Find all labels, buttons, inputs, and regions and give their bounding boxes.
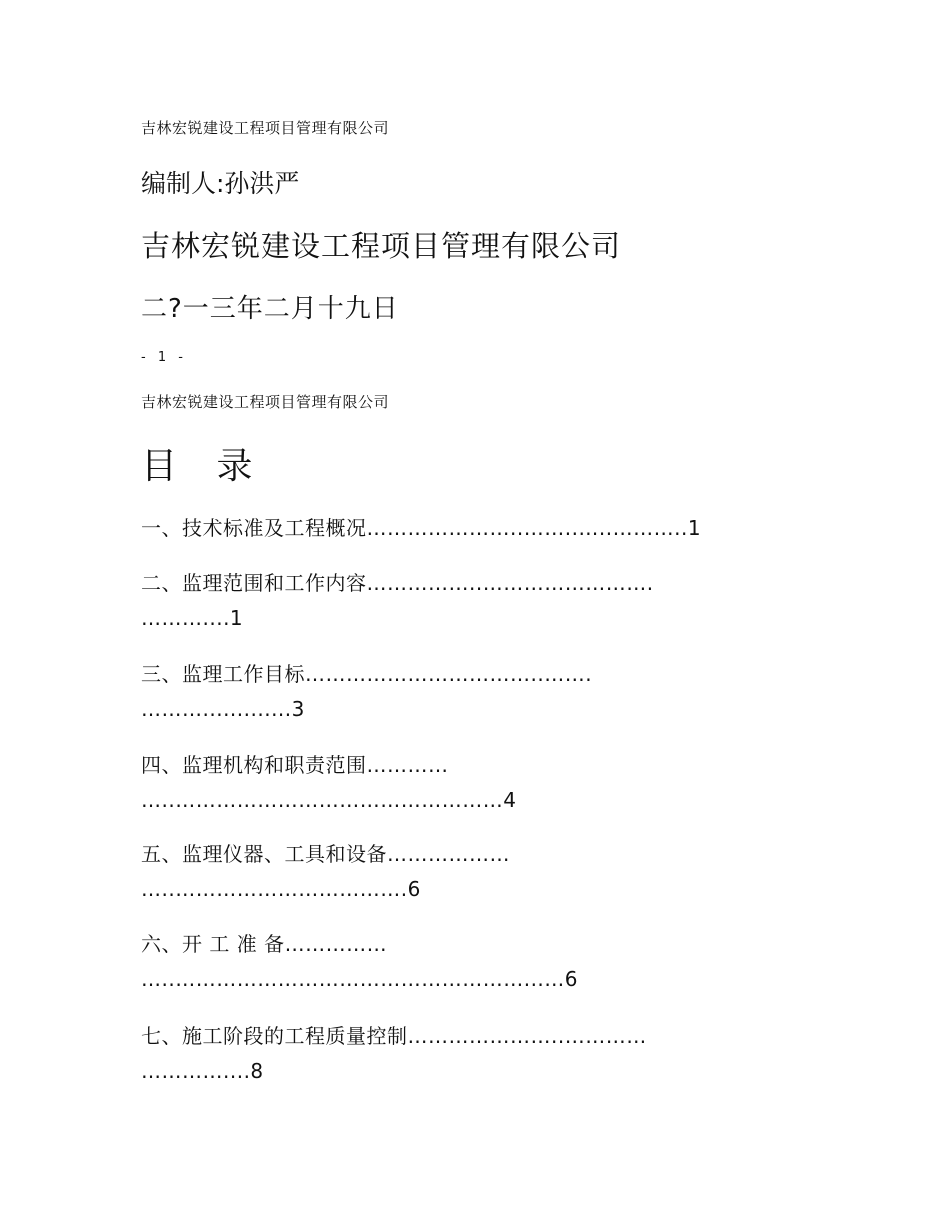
document-date: 二?一三年二月十九日 xyxy=(141,294,399,324)
toc-entry-2[interactable]: 二、监理范围和工作内容……………..……………………. xyxy=(141,571,654,595)
toc-entry-3-continuation[interactable]: ……….............3 xyxy=(141,697,305,721)
toc-entry-5[interactable]: 五、监理仪器、工具和设备……………… xyxy=(141,842,510,866)
toc-title: 目 录 xyxy=(141,446,267,487)
toc-entry-3[interactable]: 三、监理工作目标……………………………..……. xyxy=(141,662,593,686)
toc-entry-2-continuation[interactable]: ………....1 xyxy=(141,606,244,630)
compiler-line: 编制人:孙洪严 xyxy=(141,169,300,198)
company-header-top: 吉林宏锐建设工程项目管理有限公司 xyxy=(141,119,390,137)
toc-entry-6-continuation[interactable]: …..……………………………………………...…6 xyxy=(141,967,579,991)
toc-entry-5-continuation[interactable]: …..…………………………….6 xyxy=(141,877,421,901)
toc-entry-6[interactable]: 六、开 工 准 备…………… xyxy=(141,932,388,956)
page-number: - 1 - xyxy=(141,350,187,365)
toc-entry-4-continuation[interactable]: …..…………………………………………4 xyxy=(141,788,517,812)
toc-entry-7[interactable]: 七、施工阶段的工程质量控制…………………..………… xyxy=(141,1024,647,1048)
toc-entry-4[interactable]: 四、监理机构和职责范围………… xyxy=(141,753,449,777)
company-header-second: 吉林宏锐建设工程项目管理有限公司 xyxy=(141,393,390,411)
toc-entry-1[interactable]: 一、技术标准及工程概况…………………..……..…..………..1 xyxy=(141,516,702,540)
toc-entry-7-continuation[interactable]: …………....8 xyxy=(141,1059,264,1083)
company-name-large: 吉林宏锐建设工程项目管理有限公司 xyxy=(141,229,622,263)
